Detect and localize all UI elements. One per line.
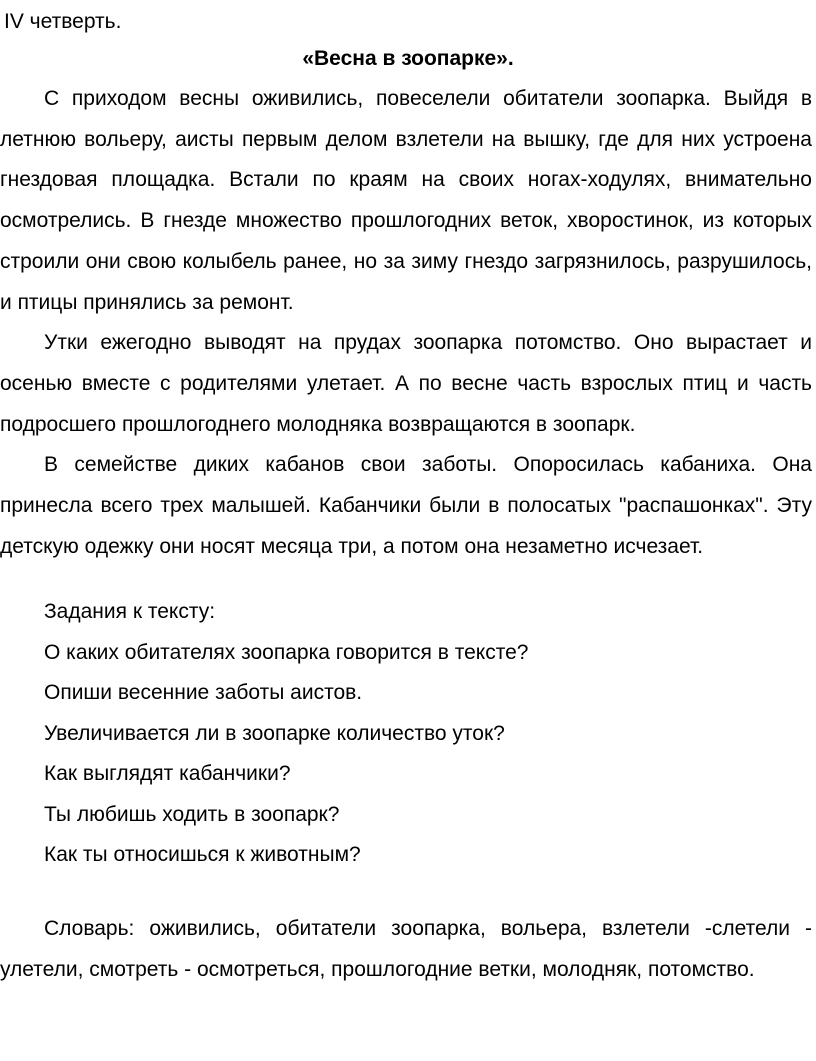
page-title: «Весна в зоопарке».: [302, 47, 514, 70]
task-question: Как ты относишься к животным?: [44, 843, 361, 866]
paragraph-boars: В семействе диких кабанов свои заботы. Опоросилась кабаниха. Она принесла всего трех малышей. Кабанчики были в полосатых "распашонках". Эту детскую одежку они носят месяца три, а потом она незаметно исчезает.: [0, 453, 812, 558]
tasks-heading: Задания к тексту:: [44, 600, 216, 623]
task-question: Увеличивается ли в зоопарке количество уток?: [44, 721, 505, 745]
paragraph-ducks: Утки ежегодно выводят на прудах зоопарка потомство. Оно вырастает и осенью вместе с родителями улетает. А по весне часть взрослых птиц и часть подросшего прошлогоднего молодняка возвращаются в зоопарк.: [0, 331, 812, 436]
task-question: Ты любишь ходить в зоопарк?: [44, 802, 340, 826]
task-question: Как выглядят кабанчики?: [44, 762, 291, 785]
story-text: [0, 79, 812, 567]
task-question: Опиши весенние заботы аистов.: [44, 681, 363, 704]
paragraph-storks: С приходом весны оживились, повеселели обитатели зоопарка. Выйдя в летнюю вольеру, аисты первым делом взлетели на вышку, где для них устроена гнездовая площадка. Встали по краям на своих ногах-ходулях, внимательно осмотрелись. В гнезде множество прошлогодних веток, хворостинок, из которых строили они свою колыбель ранее, но за зиму гнездо загрязнилось, разрушилось, и птицы принялись за ремонт.: [0, 87, 812, 314]
tasks-section: [44, 592, 528, 876]
quarter-label: IV четверть.: [4, 10, 122, 33]
task-question: О каких обитателях зоопарка говорится в тексте?: [44, 640, 529, 664]
vocabulary-paragraph: Словарь: оживились, обитатели зоопарка, вольера, взлетели -слетели - улетели, смотреть - осмотреться, прошлогодние ветки, молодняк, потомство.: [0, 917, 812, 981]
